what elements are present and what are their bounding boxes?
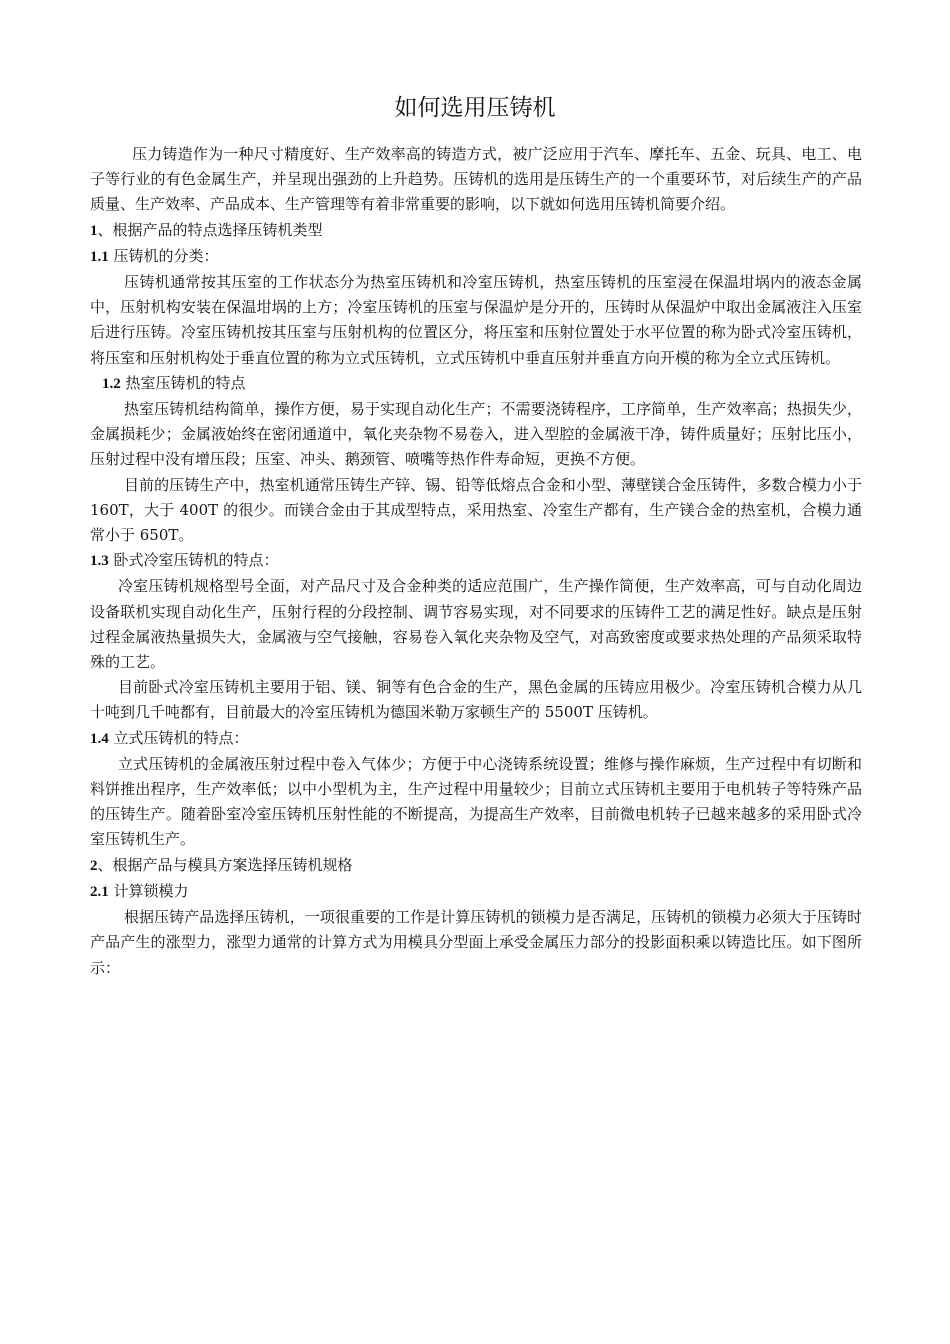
section-number: 1.3 xyxy=(90,553,109,570)
section-number: 1.2 xyxy=(102,375,121,392)
body-paragraph: 热室压铸机结构简单，操作方便，易于实现自动化生产；不需要浇铸程序，工序简单，生产效率高；热损失少，金属损耗少；金属液始终在密闭通道中，氧化夹杂物不易卷入，进入型腔的金属液干净，铸件质量好；压射比压小，压射过程中没有增压段；压室、冲头、鹅颈管、喷嘴等热作件寿命短，更换不方便。 xyxy=(90,400,862,469)
section-heading-1-2 xyxy=(90,371,862,397)
body-paragraph: 目前卧式冷室压铸机主要用于铝、镁、铜等有色合金的生产，黑色金属的压铸应用极少。冷室压铸机合模力从几十吨到几千吨都有，目前最大的冷室压铸机为德国米勒万家顿生产的 5500T 压铸机。 xyxy=(90,678,862,722)
section-heading-2 xyxy=(90,853,862,879)
section-heading-1 xyxy=(90,218,862,244)
section-heading-text: 、根据产品的特点选择压铸机类型 xyxy=(97,220,323,239)
section-number: 1 xyxy=(90,222,98,239)
section-heading-1-4 xyxy=(90,726,862,752)
body-paragraph: 立式压铸机的金属液压射过程中卷入气体少；方便于中心浇铸系统设置；维修与操作麻烦，生产过程中有切断和料饼推出程序，生产效率低；以中小型机为主，生产过程中用量较少；目前立式压铸机主要用于电机转子等特殊产品的压铸生产。随着卧室冷室压铸机压射性能的不断提高，为提高生产效率，目前微电机转子已越来越多的采用卧式冷室压铸机生产。 xyxy=(90,754,862,849)
document-title: 如何选用压铸机 xyxy=(394,95,556,121)
section-number: 2 xyxy=(90,857,98,874)
body-paragraph: 目前的压铸生产中，热室机通常压铸生产锌、锡、铅等低熔点合金和小型、薄壁镁合金压铸件，多数合模力小于 160T，大于 400T 的很少。而镁合金由于其成型特点，采用热室、冷室生产都有，生产镁合金的热室机，合模力通常小于 650T。 xyxy=(90,475,862,545)
section-heading-2-1 xyxy=(90,879,862,905)
section-heading-text: 计算锁模力 xyxy=(108,881,189,900)
section-heading-text: 卧式冷室压铸机的特点： xyxy=(108,551,279,570)
section-heading-text: 、根据产品与模具方案选择压铸机规格 xyxy=(97,855,353,874)
section-heading-text: 立式压铸机的特点： xyxy=(108,728,249,747)
intro-paragraph: 压力铸造作为一种尺寸精度好、生产效率高的铸造方式，被广泛应用于汽车、摩托车、五金、玩具、电工、电子等行业的有色金属生产，并呈现出强劲的上升趋势。压铸机的选用是压铸生产的一个重要环节，对后续生产的产品质量、生产效率、产品成本、生产管理等有着非常重要的影响，以下就如何选用压铸机简要介绍。 xyxy=(90,145,862,214)
section-heading-1-3 xyxy=(90,548,862,574)
section-heading-text: 压铸机的分类： xyxy=(108,246,219,265)
section-heading-text: 热室压铸机的特点 xyxy=(120,373,246,392)
document-body xyxy=(90,142,862,981)
body-paragraph: 压铸机通常按其压室的工作状态分为热室压铸机和冷室压铸机，热室压铸机的压室浸在保温坩埚内的液态金属中，压射机构安装在保温坩埚的上方；冷室压铸机的压室与保温炉是分开的，压铸时从保温炉中取出金属液注入压室后进行压铸。冷室压铸机按其压室与压射机构的位置区分，将压室和压射位置处于水平位置的称为卧式冷室压铸机，将压室和压射机构处于垂直位置的称为立式压铸机，立式压铸机中垂直压射并垂直方向开模的称为全立式压铸机。 xyxy=(90,273,862,367)
section-number: 1.1 xyxy=(90,248,109,265)
section-number: 2.1 xyxy=(90,883,109,900)
section-heading-1-1 xyxy=(90,244,862,270)
body-paragraph: 冷室压铸机规格型号全面，对产品尺寸及合金种类的适应范围广，生产操作简便，生产效率高，可与自动化周边设备联机实现自动化生产，压射行程的分段控制、调节容易实现，对不同要求的压铸件工艺的满足性好。缺点是压射过程金属液热量损失大，金属液与空气接触，容易卷入氧化夹杂物及空气，对高致密度或要求热处理的产品须采取特殊的工艺。 xyxy=(90,577,862,672)
section-number: 1.4 xyxy=(90,730,109,747)
body-paragraph: 根据压铸产品选择压铸机，一项很重要的工作是计算压铸机的锁模力是否满足，压铸机的锁模力必须大于压铸时产品产生的涨型力，涨型力通常的计算方式为用模具分型面上承受金属压力部分的投影面积乘以铸造比压。如下图所示： xyxy=(90,908,862,977)
